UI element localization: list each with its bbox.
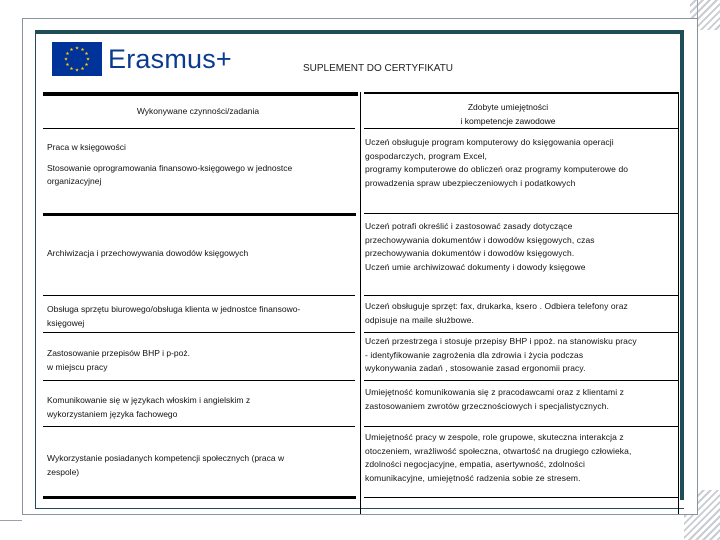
row-6-skill	[365, 431, 679, 485]
row-separator	[364, 295, 678, 296]
header-rule-right	[364, 92, 678, 94]
skill-line: programy komputerowe do obliczeń oraz programy komputerowe do	[365, 164, 629, 174]
certificate-slide	[22, 18, 698, 515]
header-skills-line2: i kompetencje zawodowe	[460, 116, 556, 126]
skill-line: przechowywania dokumentów i dowodów księgowych.	[365, 248, 575, 258]
eu-star-icon	[70, 48, 74, 51]
row-4-task	[47, 347, 347, 374]
row-2-task	[47, 247, 347, 261]
table-right-border	[678, 92, 679, 514]
eu-star-icon	[66, 52, 70, 55]
skill-line: Uczeń potrafi określić i zastosować zasady dotyczące	[365, 221, 573, 231]
skill-line: Uczeń umie archiwizować dokumenty i dowody księgowe	[365, 261, 586, 272]
eu-star-icon	[66, 63, 70, 66]
eu-star-icon	[86, 57, 90, 60]
task-line: Komunikowanie się w językach włoskim i angielskim z	[47, 395, 251, 405]
eu-star-icon	[85, 52, 89, 55]
header-skills-line1: Zdobyte umiejętności	[467, 102, 549, 112]
eu-star-icon	[81, 67, 85, 70]
frame-accent-top	[35, 30, 684, 34]
row-separator	[43, 332, 355, 333]
eu-star-icon	[75, 68, 79, 71]
task-line	[47, 155, 347, 162]
row-separator	[43, 213, 356, 216]
frame-accent-left	[35, 30, 36, 508]
eu-star-icon	[75, 46, 79, 49]
task-line: wykorzystaniem języka fachowego	[47, 408, 178, 419]
row-5-task	[47, 394, 347, 421]
task-line: zespole)	[47, 466, 80, 477]
header-tasks: Wykonywane czynności/zadania	[136, 106, 260, 116]
row-separator	[43, 496, 356, 499]
skill-line: zdolności negocjacyjne, empatia, asertywność, zdolności	[365, 459, 585, 469]
row-separator	[43, 295, 355, 296]
skill-line: wykonywania zadań , stosowanie zasad ergonomii pracy.	[365, 363, 586, 373]
row-5-skill	[365, 386, 679, 413]
eu-star-icon	[64, 57, 68, 60]
task-line: Wykorzystanie posiadanych kompetencji społecznych (praca w	[47, 453, 285, 463]
row-separator	[364, 332, 678, 333]
row-separator	[364, 128, 678, 129]
row-separator	[43, 380, 355, 381]
task-line: Archiwizacja i przechowywania dowodów księgowych	[47, 248, 249, 258]
row-separator	[43, 128, 355, 129]
skill-line: Umiejętność komunikowania się z pracodawcami oraz z klientami z	[365, 387, 625, 397]
row-3-task	[47, 303, 347, 330]
skill-line: Uczeń obsługuje sprzęt: fax, drukarka, ksero . Odbiera telefony oraz	[365, 301, 628, 311]
eu-star-icon	[70, 67, 74, 70]
row-separator	[43, 426, 355, 427]
skill-line: - identyfikowanie zagrożenia dla zdrowia i życia podczas	[365, 349, 584, 360]
row-separator	[364, 380, 678, 381]
row-1-task	[47, 141, 347, 189]
eu-star-icon	[81, 48, 85, 51]
skill-line: Uczeń obsługuje program komputerowy do księgowania operacji	[365, 137, 614, 147]
skill-line: otoczeniem, wrażliwość społeczna, otwartość na drugiego człowieka,	[365, 445, 632, 456]
row-separator	[364, 497, 678, 498]
skill-line: przechowywania dokumentów i dowodów księgowych, czas	[365, 234, 595, 245]
row-4-skill	[365, 335, 679, 376]
row-1-skill	[365, 136, 679, 190]
row-6-task	[47, 452, 347, 479]
task-line: organizacyjnej	[47, 176, 102, 186]
header-skills	[383, 100, 633, 128]
skill-line: zastosowaniem zwrotów grzecznościowych i specjalistycznych.	[365, 400, 609, 411]
guide-line-left	[0, 520, 22, 521]
row-separator	[364, 426, 678, 427]
eu-flag-icon	[52, 42, 102, 76]
skill-line: Umiejętność pracy w zespole, role grupowe, skuteczna interakcja z	[365, 432, 624, 442]
row-separator	[364, 213, 678, 214]
guide-line-top	[697, 0, 698, 18]
row-3-skill	[365, 300, 679, 327]
erasmus-logo	[52, 41, 232, 77]
skill-line: odpisuje na maile służbowe.	[365, 314, 475, 325]
frame-accent-right	[680, 30, 684, 500]
competence-table	[43, 92, 680, 514]
logo-text: Erasmus+	[108, 43, 232, 74]
skill-line: prowadzenia spraw ubezpieczeniowych i podatkowych	[365, 177, 576, 188]
task-line: księgowej	[47, 317, 85, 328]
task-line: Obsługa sprzętu biurowego/obsługa klienta w jednostce finansowo-	[47, 304, 301, 314]
task-line: w miejscu pracy	[47, 361, 108, 372]
row-2-skill	[365, 220, 679, 274]
header-rule-left	[43, 92, 358, 96]
skill-line: gospodarczych, program Excel,	[365, 150, 487, 161]
document-title: SUPLEMENT DO CERTYFIKATU	[303, 63, 454, 74]
task-line: Praca w księgowości	[47, 142, 126, 152]
skill-line: Uczeń przestrzega i stosuje przepisy BHP i ppoż. na stanowisku pracy	[365, 336, 637, 346]
eu-star-icon	[85, 63, 89, 66]
task-line: Stosowanie oprogramowania finansowo-księgowego w jednostce	[47, 162, 293, 173]
skill-line: komunikacyjne, umiejętność radzenia sobie ze stresem.	[365, 472, 581, 483]
column-divider	[360, 92, 361, 514]
task-line: Zastosowanie przepisów BHP i p-poż.	[47, 348, 190, 358]
